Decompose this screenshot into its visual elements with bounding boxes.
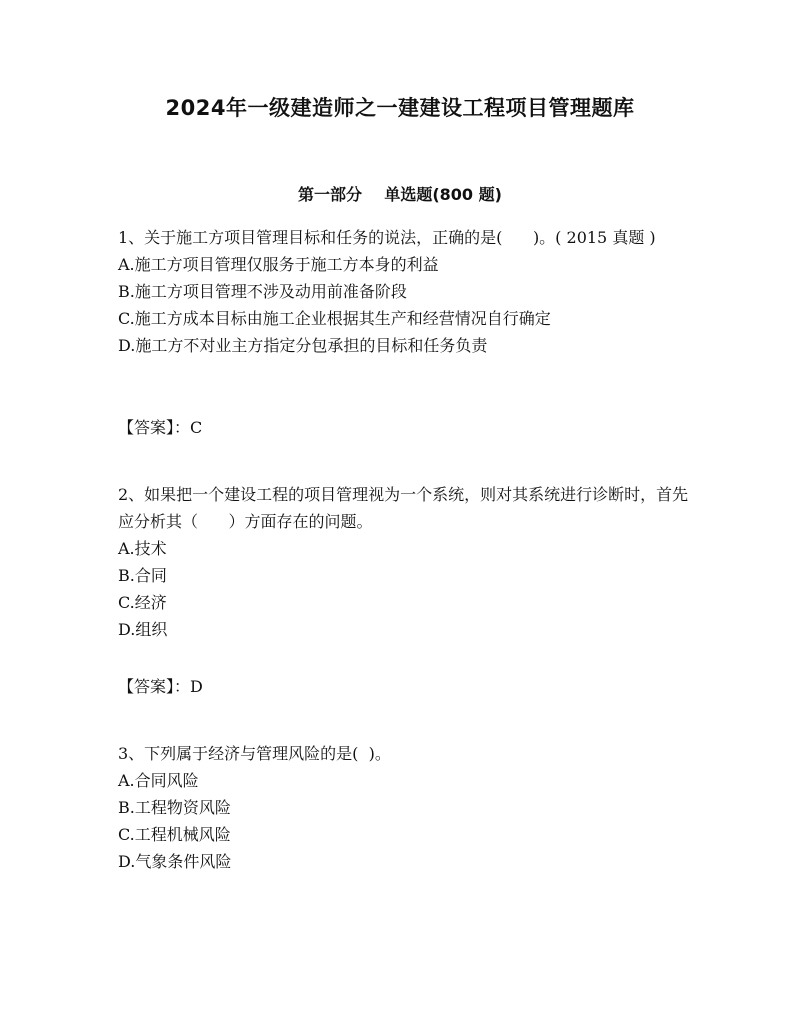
- question-3-option-a: A.合同风险: [118, 771, 199, 790]
- question-3-option-c: C.工程机械风险: [118, 825, 231, 844]
- section-heading: 第一部分 单选题(800 题): [298, 185, 502, 204]
- answer-label: 【答案】: [118, 677, 175, 696]
- question-2-option-d: D.组织: [118, 620, 168, 639]
- question-1-answer: [118, 414, 202, 441]
- question-1: [118, 224, 698, 359]
- question-2-answer: [118, 673, 203, 700]
- question-2: [118, 481, 698, 643]
- question-3: [118, 740, 698, 875]
- question-3-option-b: B.工程物资风险: [118, 798, 231, 817]
- answer-value: C: [190, 418, 203, 437]
- question-3-stem: 3、下列属于经济与管理风险的是( )。: [118, 744, 391, 763]
- question-1-option-a: A.施工方项目管理仅服务于施工方本身的利益: [118, 255, 439, 274]
- question-3-option-d: D.气象条件风险: [118, 852, 232, 871]
- question-1-option-d: D.施工方不对业主方指定分包承担的目标和任务负责: [118, 336, 488, 355]
- question-2-stem: 2、如果把一个建设工程的项目管理视为一个系统，则对其系统进行诊断时，首先应分析其（ ）方面存在的问题。: [118, 485, 689, 531]
- question-2-option-a: A.技术: [118, 539, 167, 558]
- answer-label: 【答案】: [118, 418, 175, 437]
- document-title: 2024年一级建造师之一建建设工程项目管理题库: [165, 96, 635, 120]
- answer-value: D: [190, 677, 203, 696]
- question-2-option-c: C.经济: [118, 593, 167, 612]
- question-1-option-b: B.施工方项目管理不涉及动用前准备阶段: [118, 282, 407, 301]
- question-1-option-c: C.施工方成本目标由施工企业根据其生产和经营情况自行确定: [118, 309, 551, 328]
- answer-separator: ：: [174, 677, 191, 696]
- question-1-stem: 1、关于施工方项目管理目标和任务的说法，正确的是( )。( 2015 真题 ): [118, 228, 656, 247]
- answer-separator: ：: [174, 418, 191, 437]
- question-2-option-b: B.合同: [118, 566, 167, 585]
